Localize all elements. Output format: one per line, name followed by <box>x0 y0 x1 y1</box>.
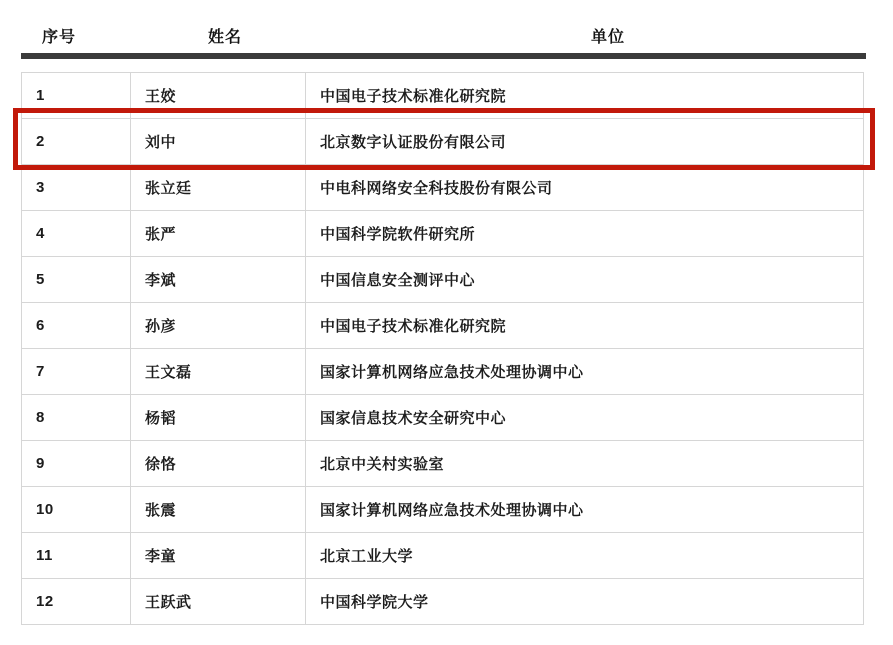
header-col-name: 姓名 <box>207 29 243 46</box>
cell-name: 张震 <box>131 487 306 533</box>
cell-org: 中电科网络安全科技股份有限公司 <box>306 165 864 211</box>
header-col-index: 序号 <box>41 29 77 46</box>
cell-index: 11 <box>22 533 131 579</box>
cell-name: 刘中 <box>131 119 306 165</box>
cell-name: 孙彦 <box>131 303 306 349</box>
cell-index: 7 <box>22 349 131 395</box>
cell-org: 国家计算机网络应急技术处理协调中心 <box>306 349 864 395</box>
table-row <box>22 211 864 257</box>
table-row <box>22 257 864 303</box>
table-row <box>22 487 864 533</box>
table-row <box>22 73 864 119</box>
cell-name: 杨韬 <box>131 395 306 441</box>
cell-name: 徐恪 <box>131 441 306 487</box>
cell-name: 王姣 <box>131 73 306 119</box>
cell-org: 中国科学院大学 <box>306 579 864 625</box>
table-row <box>22 303 864 349</box>
table-row <box>22 119 864 165</box>
cell-org: 中国电子技术标准化研究院 <box>306 303 864 349</box>
cell-org: 中国信息安全测评中心 <box>306 257 864 303</box>
cell-org: 北京数字认证股份有限公司 <box>306 119 864 165</box>
cell-index: 10 <box>22 487 131 533</box>
cell-index: 1 <box>22 73 131 119</box>
header-col-org: 单位 <box>590 29 626 46</box>
cell-name: 李斌 <box>131 257 306 303</box>
cell-name: 张严 <box>131 211 306 257</box>
cell-index: 2 <box>22 119 131 165</box>
cell-name: 王跃武 <box>131 579 306 625</box>
table-row <box>22 349 864 395</box>
cell-index: 9 <box>22 441 131 487</box>
table-row <box>22 441 864 487</box>
cell-org: 国家计算机网络应急技术处理协调中心 <box>306 487 864 533</box>
cell-name: 王文磊 <box>131 349 306 395</box>
cell-index: 3 <box>22 165 131 211</box>
table-row <box>22 533 864 579</box>
cell-org: 中国科学院软件研究所 <box>306 211 864 257</box>
cell-org: 中国电子技术标准化研究院 <box>306 73 864 119</box>
cell-index: 6 <box>22 303 131 349</box>
cell-name: 李童 <box>131 533 306 579</box>
table-row <box>22 395 864 441</box>
cell-org: 国家信息技术安全研究中心 <box>306 395 864 441</box>
table-row <box>22 579 864 625</box>
cell-index: 8 <box>22 395 131 441</box>
cell-org: 北京工业大学 <box>306 533 864 579</box>
cell-org: 北京中关村实验室 <box>306 441 864 487</box>
table-row <box>22 165 864 211</box>
header-underline-bar <box>21 53 866 59</box>
cell-index: 12 <box>22 579 131 625</box>
cell-index: 5 <box>22 257 131 303</box>
cell-name: 张立廷 <box>131 165 306 211</box>
cell-index: 4 <box>22 211 131 257</box>
roster-table <box>21 72 864 625</box>
